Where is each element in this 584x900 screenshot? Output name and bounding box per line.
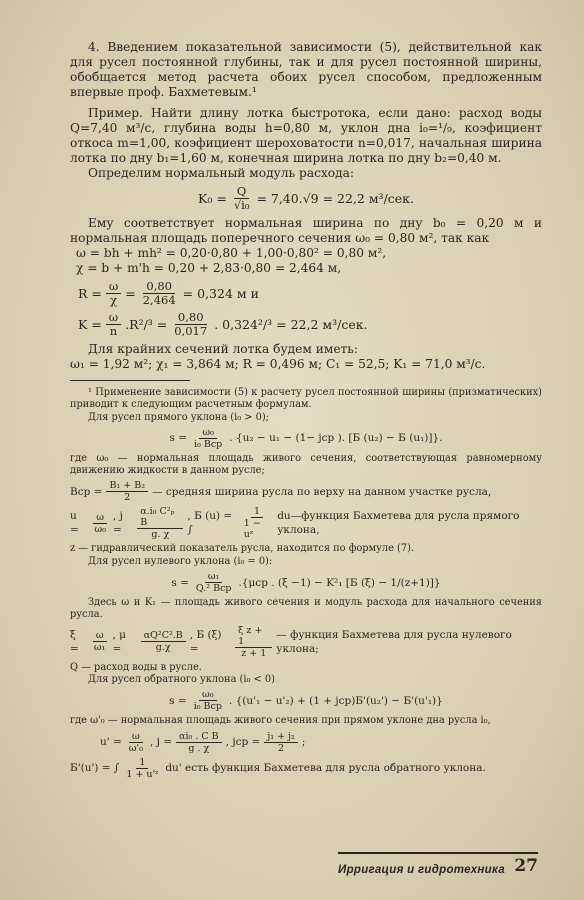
page-content [70,40,542,783]
journal-title: Ирригация и гидротехника [338,864,505,876]
footnote-xi-line: ξ = $\frac{\omega}{\text{ω₁}}$ , μ = $\frac{\text{αQ²C².B}}{g.\chi}$ , Б (ξ) = $\frac{\text{ξ z + 1}}{z + 1}$ — функция Бахметева для русла нулевого уклона; [70,624,512,659]
paragraph-normal-width: Ему соответствует нормальная ширина по дну b₀ = 0,20 м и нормальная площадь поперечного сечения ω₀ = 0,80 м², так как [70,216,542,245]
paragraph-generalization: 4. Введением показательной зависимости (5), действительной как для русел постоянной глубины, так и для русел постоянной ширины, обобщается метод расчета обоих русел способом, предложенным впервые проф. Бахметевым.¹ [70,40,542,99]
footnote-formula-s-zero: s = $\frac{\text{ω₁}}{\text{Q.² Bcp}}$ .{μcp . (ξ −1) − K²₁ [Б (ξ) − 1/(z+1)]} [171,571,441,595]
footnote-reverse-intro: Для русел обратного уклона (i₀ < 0) [88,673,275,685]
page-footer [338,852,538,876]
footnote-formula-s-direct: s = $\frac{\text{ω₀}}{\text{i₀ Bcp}}$ . {u₂ − u₁ − (1− jcp ). [Б (u₂) − Б (u₁)]}. [169,426,443,450]
formula-r: R = $\frac{\omega}{\chi}$ = $\frac{0,80}{2,464}$ = 0,324 м и [78,279,259,307]
footnote-u-line: u = $\frac{\omega}{\text{ω₀}}$ , j = $\frac{\text{α.i₀ C²ₚ B}}{g. \chi}$ , Б (u) = ∫ $\frac{1}{\text{1 − uᶻ}}$ du—функция Бахметева для русла прямого уклона, [70,506,520,541]
extreme-sections-values: ω₁ = 1,92 м²; χ₁ = 3,864 м; R = 0,496 м; C₁ = 52,5; K₁ = 71,0 м³/с. [70,357,486,371]
footnote-bcp: Bcp = $\frac{\text{B₁ + B₂}}{2}$ — средняя ширина русла по верху на данном участке русла, [70,480,492,504]
footnote-uprime-line: u' = $\frac{\omega}{\text{ω'₀}}$ , j = $\frac{\text{αi₀ . C B}}{g . \chi}$ , jcp = $\frac{\text{j₁ + j₂}}{2}$ ; [100,730,306,754]
footnote-here: Здесь ω и K₁ — площадь живого сечения и модуль расхода для начального сечения русла. [70,597,542,621]
equation-omega: ω = bh + mh² = 0,20·0,80 + 1,00·0,80² = 0,80 м², [76,246,387,260]
footnote-formula-s-reverse: s = $\frac{\text{ω₀}}{\text{i₀ Bcp}}$ . {(u'₁ − u'₂) + (1 + jcp)Б'(u₂') − Б'(u'₁)} [169,689,443,713]
footnote-direct-intro: Для русел прямого уклона (i₀ > 0); [88,411,269,423]
footnote-1: ¹ Применение зависимости (5) к расчету русел постоянной ширины (призматических) приводит к следующим расчетным формулам. [70,387,542,411]
footnote-zero-intro: Для русел нулевого уклона (i₀ = 0): [88,555,273,567]
footnote-bprime-line: Б'(u') = ∫ $\frac{1}{\text{1 + u'ᶻ}}$ du' есть функция Бахметева для русла обратного уклона. [70,756,486,780]
page-number: 27 [514,856,538,876]
formula-k0: K₀ = $\frac{Q}{\text{√i₀}}$ = 7,40.√9 = 22,2 м³/сек. [198,184,414,212]
example-paragraph: Пример. Найти длину лотка быстротока, если дано: расход воды Q=7,40 м³/с, глубина воды h=0,80 м, уклон дна i₀=¹/₉, коэфициент откоса m=1,00, коэфициент шероховатости n=0,017, начальная ширина лотка по дну b₁=1,60 м, конечная ширина лотка по дну b₂=0,40 м. [70,106,542,165]
footnote-q: Q — расход воды в русле. [70,661,202,673]
footnote-where-2: где ω'₀ — нормальная площадь живого сечения при прямом уклоне дна русла i₀, [70,715,491,727]
footnote-where-1: где ω₀ — нормальная площадь живого сечения, соответствующая равномерному движению жидкости в данном русле; [70,452,542,477]
footnote-z: z — гидравлический показатель русла, находится по формуле (7). [70,543,415,555]
normal-modulus-intro: Определим нормальный модуль расхода: [88,166,354,180]
formula-k: K = $\frac{\omega}{n}$ .R²/³ = $\frac{0,80}{0,017}$ . 0,324²/³ = 22,2 м³/сек. [78,310,368,338]
extreme-sections-intro: Для крайних сечений лотка будем иметь: [88,342,359,356]
footnote-separator [70,380,190,381]
equation-chi: χ = b + m'h = 0,20 + 2,83·0,80 = 2,464 м, [76,261,342,275]
